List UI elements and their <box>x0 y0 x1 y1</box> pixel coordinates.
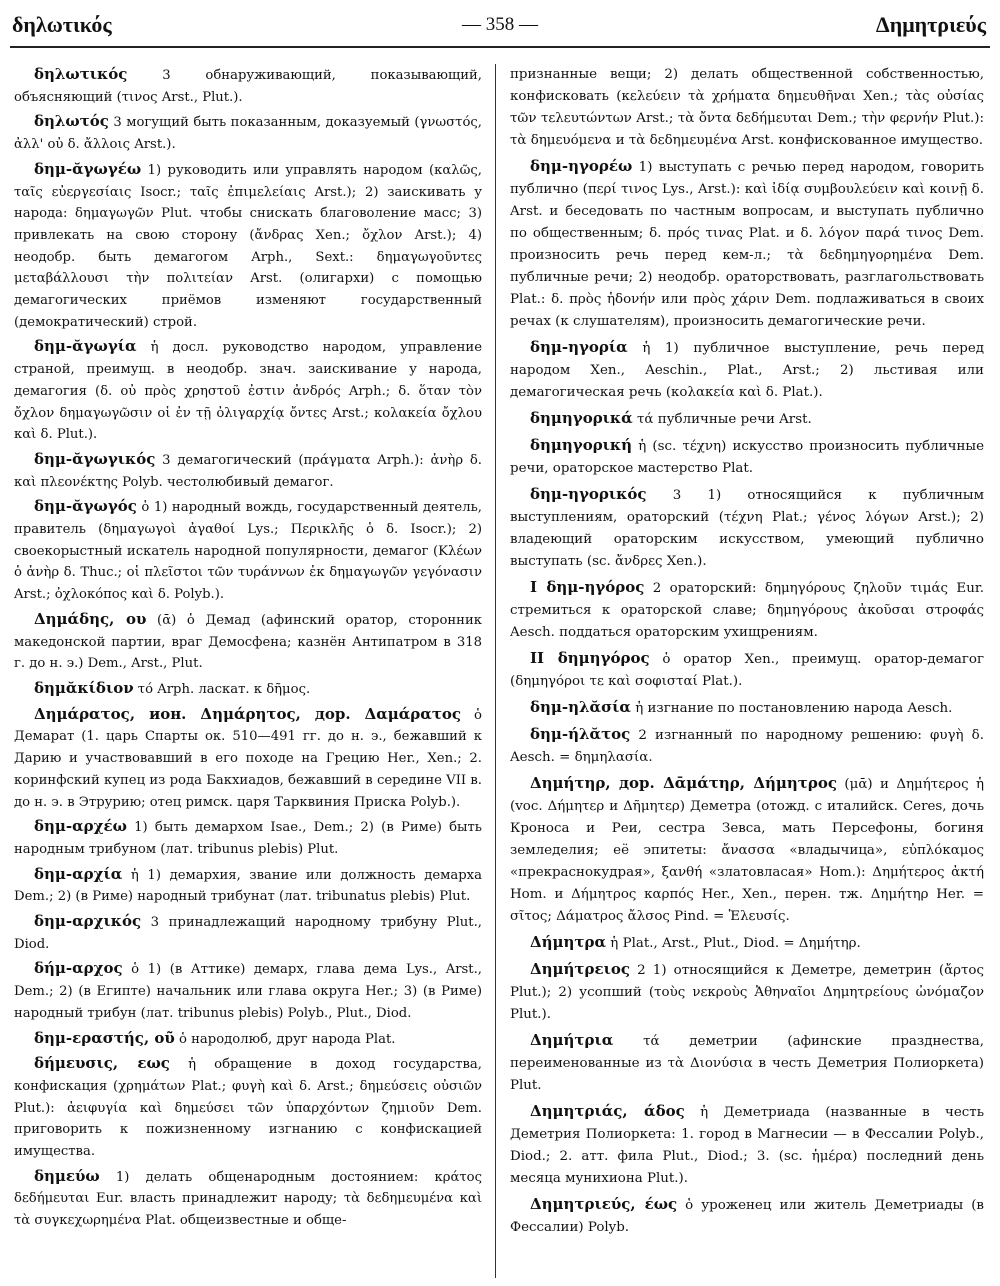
entry-headword: δημ-αρχέω <box>34 817 127 836</box>
entry-headword: II δημηγόρος <box>530 649 650 667</box>
entry-headword: δήμευσις, εως <box>34 1054 170 1073</box>
dictionary-entry <box>510 723 984 769</box>
entry-definition: ὁ оратор Xen., преимущ. оратор-демагог (δημηγόροι τε καὶ σοφισταί Plat.). <box>510 652 984 689</box>
entry-definition: ἡ 1) публичное выступление, речь перед народом Xen., Aeschin., Plat., Arst.; 2) льстивая или демагогическая речь (κολακεία καὶ δ. Plat.). <box>510 341 984 400</box>
dictionary-entry <box>510 576 984 644</box>
column-divider <box>495 64 496 1278</box>
entry-definition: 1) быть демархом Isae., Dem.; 2) (в Риме) быть народным трибуном (лат. tribunus plebis) Plut. <box>14 820 482 857</box>
dictionary-entry <box>14 864 482 908</box>
dictionary-entry <box>510 434 984 480</box>
entry-headword: Δημήτηρ, дор. Δᾱμάτηρ, Δήμητρος <box>530 774 838 792</box>
entry-definition: (μᾱ) и Δημήτερος ἡ (voc. Δήμητερ и Δῆμητερ) Деметра (отожд. с италийск. Ceres, дочь Кроноса и Реи, сестра Зевса, мать Персефоны, богиня земледелия; её эпитеты: ἄνασσα «владычица», εὐπλόκαμος «прекраснокудрая», ξανθή «златовласая» Hom.): Δημήτερος ἀκτή Hom. и Δήμητρος καρπός Her., Xen., перен. тж. Δημήτηρ Her. = σῖτος; Δάματρος ἄλσος Pind. = Ἐλευσίς. <box>510 777 984 924</box>
entry-definition: τά деметрии (афинские празднества, переименованные из τὰ Διονύσια в честь Деметрия Полиоркета) Plut. <box>510 1034 984 1093</box>
entry-headword: Δημήτρια <box>530 1031 614 1049</box>
entry-headword: δημ-ηγορία <box>530 338 628 356</box>
dictionary-entry <box>14 704 482 814</box>
page-number: — 358 — <box>462 14 538 35</box>
entry-definition: 1) выступать с речью перед народом, говорить публично (περί τινος Lys., Arst.): καὶ ἰδίᾳ συμβουλεύειν καὶ κοινῇ δ. Arst. и беседовать по частным вопросам, и выступать публично по общественным; δ. πρός τινας Plat. и δ. λόγον παρά τινος Dem. произносить речь перед кем-л.; τὰ δεδημηγορημένα Dem. публичные речи; 2) неодобр. ораторствовать, разглагольствовать Plat.: δ. πρὸς ἡδονήν или πρὸς χάριν Dem. подлаживаться в своих речах (к слушателям), произносить демагогические речи. <box>510 160 984 329</box>
header-last-word: Δημητριεύς <box>875 12 986 37</box>
header-first-word: δηλωτικός <box>12 12 112 37</box>
entry-headword: δημηγορικά <box>530 409 633 427</box>
dictionary-entry <box>510 1100 984 1190</box>
entry-headword: δημ-ᾰγωγικός <box>34 449 156 468</box>
entry-definition: τό Arph. ласкат. к δῆμος. <box>133 681 311 697</box>
entry-definition: ἡ Plat., Arst., Plut., Diod. = Δημήτηρ. <box>606 936 861 951</box>
entry-definition: ἡ обращение в доход государства, конфискация (χρημάτων Plat.; φυγὴ καὶ δ. Arst.; δημεύσεις οὐσιῶν Plut.): ἀειφυγία καὶ δημεύσει τῶν ὑπαρχόντων ζημιοῦν Dem. приговорить к пожизненному изгнанию с конфискацией имущества. <box>14 1057 482 1160</box>
entry-definition: ὁ Демарат (1. царь Спарты ок. 510—491 гг. до н. э., бежавший к Дарию и участвовавший в его походе на Грецию Her., Xen.; 2. коринфский купец из рода Бакхиадов, бежавший в середине VII в. до н. э. в Этрурию; отец римск. царя Тарквиния Приска Polyb.). <box>14 707 482 810</box>
entry-definition: ὁ 1) (в Аттике) демарх, глава дема Lys., Arst., Dem.; 2) (в Египте) начальник или глава округа Her.; 3) (в Риме) народный трибун (лат. tribunus plebis) Polyb., Plut., Diod. <box>14 962 482 1021</box>
entry-definition: 2 1) относящийся к Деметре, деметрин (ἄρτος Plut.); 2) усопший (τοὺς νεκροὺς Ἀθηναῖοι Δημητρείους ὠνόμαζον Plut.). <box>510 963 984 1022</box>
entry-definition: 2 изгнанный по народному решению: φυγὴ δ. Aesch. = δημηλασία. <box>510 728 984 765</box>
dictionary-entry <box>14 678 482 701</box>
dictionary-entry <box>14 64 482 108</box>
entry-definition: 2 ораторский: δημηγόρους ζηλοῦν τιμάς Eur. стремиться к ораторской славе; δημηγόρους ἀκοῦσαι στροφάς Aesch. поддаться ораторским ухищрениям. <box>510 581 984 640</box>
dictionary-entry <box>510 931 984 955</box>
entry-headword: I δημ-ηγόρος <box>530 578 645 596</box>
entry-headword: δημ-ήλᾰτος <box>530 725 631 743</box>
entry-definition: 3 могущий быть показанным, доказуемый (γνωστός, ἀλλ' οὐ δ. ἄλλοις Arst.). <box>14 115 482 153</box>
entry-headword: Δημητριεύς, έως <box>530 1195 678 1213</box>
header-rule <box>10 46 990 48</box>
dictionary-entry <box>510 336 984 404</box>
entry-headword: δημ-αρχία <box>34 864 123 883</box>
dictionary-entry <box>14 336 482 446</box>
dictionary-entry <box>510 696 984 720</box>
dictionary-entry <box>510 155 984 333</box>
entry-definition: ὁ народолюб, друг народа Plat. <box>174 1031 396 1047</box>
dictionary-entry <box>14 816 482 860</box>
dictionary-entry <box>14 911 482 955</box>
entry-definition: ἡ изгнание по постановлению народа Aesch. <box>630 701 953 716</box>
entry-definition: ἡ (sc. τέχνη) искусство произносить публичные речи, ораторское мастерство Plat. <box>510 439 984 476</box>
dictionary-entry <box>14 1028 482 1051</box>
entry-headword: Δημάρατος, ион. Δημάρητος, дор. Δαμάρατος <box>34 704 462 723</box>
entry-definition: ὁ уроженец или житель Деметриады (в Фессалии) Polyb. <box>510 1198 984 1235</box>
dictionary-entry <box>510 1029 984 1097</box>
entry-headword: δημεύω <box>34 1166 100 1185</box>
entry-headword: δημ-ᾰγωγία <box>34 337 137 356</box>
page-header <box>0 8 1000 48</box>
dictionary-entry <box>14 958 482 1024</box>
entry-definition: ἡ досл. руководство народом, управление страной, преимущ. в неодобр. знач. заискивание у народа, демагогия (δ. οὐ πρὸς χρηστοῦ ἐστιν ἀνδρός Arph.; δ. ὅταν τὸν ὄχλον δημαγωγῶσιν οἱ ἐν τῇ ὀλιγαρχίᾳ ὄντες Arst.; κολακεία ὄχλου καὶ δ. Plut.). <box>14 340 482 443</box>
entry-definition: (ᾱ) ὁ Демад (афинский оратор, сторонник македонской партии, враг Демосфена; казнён Антипатром в 318 г. до н. э.) Dem., Arst., Plut. <box>14 612 482 672</box>
dictionary-entry <box>14 1166 482 1232</box>
entry-definition: ἡ 1) демархия, звание или должность демарха Dem.; 2) (в Риме) народный трибунат (лат. tribunatus plebis) Plut. <box>14 867 482 905</box>
entry-headword: δηλωτικός <box>34 65 128 83</box>
entry-definition: 3 демагогический (πράγματα Arph.): ἀνὴρ δ. καὶ πλεονέκτης Polyb. честолюбивый демагог. <box>14 452 482 490</box>
entry-headword: Δήμητρα <box>530 933 607 951</box>
dictionary-entry <box>510 483 984 573</box>
entry-definition: 1) делать общенародным достоянием: κράτος δεδήμευται Eur. власть принадлежит народу; τὰ δεδημευμένα καὶ τὰ συγκεχωρημένα Plat. общеизвестные и обще- <box>14 1169 482 1229</box>
entry-headword: δημ-ᾰγωγός <box>34 497 137 516</box>
dictionary-entry <box>14 609 482 675</box>
entry-headword: δημ-ηγορέω <box>530 157 633 175</box>
entry-headword: δημᾰκίδιον <box>34 678 134 697</box>
dictionary-entry <box>14 496 482 606</box>
entry-headword: Δημήτρειος <box>530 960 631 978</box>
entry-definition: 3 обнаруживающий, показывающий, объясняющий (τινος Arst., Plut.). <box>14 68 482 105</box>
entry-definition: 1) руководить или управлять народом (καλῶς, ταῖς εὐεργεσίαις Isocr.; ταῖς ἐπιμελείαις Arst.); 2) заискивать у народа: δημαγωγῶν Plut. чтобы снискать благоволение масс; 3) привлекать на свою сторону (ἄνδρας Xen.; ὄχλον Arst.); 4) неодобр. быть демагогом Arph., Sext.: δημαγωγοῦντες μεταβάλλουσι τὴν πολιτείαν Arst. (олигархи) с помощью демагогических приёмов изменяют государственный (демократический) строй. <box>14 162 482 330</box>
entry-headword: Δημάδης, ου <box>34 609 147 628</box>
dictionary-entry <box>14 1053 482 1163</box>
entry-definition: ὁ 1) народный вождь, государственный деятель, правитель (δημαγωγοὶ ἀγαθοί Lys.; Περικλῆς ὁ δ. Isocr.); 2) своекорыстный искатель народной популярности, демагог (Κλέων ὁ ἀνὴρ δ. Thuc.; οἱ πλεῖστοι τῶν τυράννων ἐκ δημαγωγῶν γεγόνασιν Arst.; ὀχλοκόπος καὶ δ. Polyb.). <box>14 500 482 603</box>
dictionary-entry <box>510 647 984 693</box>
dictionary-entry <box>510 407 984 431</box>
entry-headword: δημ-αρχικός <box>34 912 142 931</box>
right-column <box>510 64 984 1278</box>
dictionary-entry <box>14 159 482 334</box>
entry-headword: δημ-ηλᾰσία <box>530 698 631 716</box>
entry-headword: Δημητριάς, άδος <box>530 1102 685 1120</box>
entry-headword: δημ-ᾰγωγέω <box>34 159 142 178</box>
entry-definition: признанные вещи; 2) делать общественной собственностью, конфисковать (κελεύειν τὰ χρήματα δημευθῆναι Xen.; τὰς οὐσίας τῶν τελευτώντων Arst.; τὰ ὄντα δεδήμευται Dem.; τὴν φερνήν Plut.): τὰ δημευόμενα и τὰ δεδημευμένα Arst. конфискованное имущество. <box>510 67 984 148</box>
dictionary-entry <box>14 449 482 493</box>
entry-definition: ἡ Деметриада (названные в честь Деметрия Полиоркета: 1. город в Магнесии — в Фессалии Polyb., Diod.; 2. атт. фила Plut., Diod.; 3. (sc. ἡμέρα) последний день месяца мунихиона Plut.). <box>510 1105 984 1186</box>
dictionary-entry <box>510 958 984 1026</box>
entry-headword: δήμ-αρχος <box>34 959 123 978</box>
entry-definition: τά публичные речи Arst. <box>632 412 812 427</box>
entry-definition: 3 1) относящийся к публичным выступлениям, ораторский (τέχνη Plat.; γένος λόγων Arst.); 2) владеющий ораторским искусством, умеющий публично выступать (sc. ἄνδρες Xen.). <box>510 488 984 569</box>
entry-headword: δημ-εραστής, οῦ <box>34 1028 175 1047</box>
dictionary-entry <box>510 64 984 152</box>
entry-headword: δημ-ηγορικός <box>530 485 647 503</box>
entry-definition: 3 принадлежащий народному трибуну Plut., Diod. <box>14 915 482 952</box>
dictionary-entry <box>14 111 482 155</box>
left-column <box>14 64 482 1278</box>
dictionary-entry <box>510 1193 984 1239</box>
entry-headword: δημηγορική <box>530 436 633 454</box>
entry-headword: δηλωτός <box>34 112 109 131</box>
dictionary-entry <box>510 772 984 928</box>
